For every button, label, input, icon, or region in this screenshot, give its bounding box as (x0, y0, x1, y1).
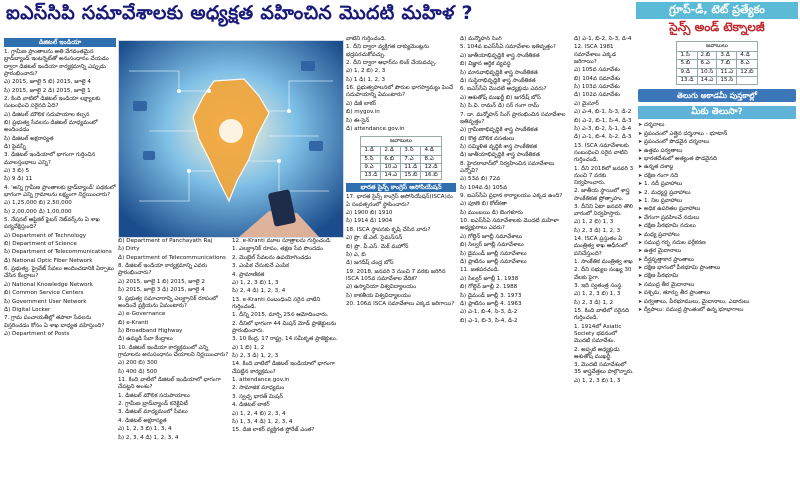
question-line: 13. e-Kranti సంబంధించి సరైన వాటిని గుర్తించండి. (232, 296, 321, 310)
question-line: డి) ప్లాటినం జూబ్లీ 4. 1963 (460, 300, 522, 307)
question-line: ఎ) 200 బి) 300 (118, 360, 158, 367)
column-5 (460, 36, 572, 494)
question-line: సి) 400 డి) 500 (118, 368, 158, 375)
section-heading: డిజిటల్‌ ఇండియా (4, 38, 116, 47)
question-line: ఎ) 1 బి) 1, 2 (232, 344, 265, 351)
question-line: 7. డా. మన్మోహన్‌ సింగ్‌ ప్రారంభించిన సమావేశాల ఇతివృత్తం? (460, 111, 566, 125)
question-line: సి) 2, 3 డి) 1, 2 (574, 299, 614, 306)
answer-cell: 2.బి (697, 52, 717, 60)
fact-item: ➤ ఉత్తర మైదానాలు (638, 248, 796, 255)
fact-item: ➤ దక్షిణ గంగా నది (638, 173, 796, 180)
question-line: బి) e-Kranti (118, 319, 149, 326)
question-line: ఎ) 2015, జూలై 1 బి) 2015, జూలై 2 (118, 278, 205, 285)
question-line: 2. గ్రామీణ బ్రాడ్‌బ్యాండ్‌ కనెక్టివిటీ (118, 401, 188, 408)
question-line: 2. దీని సభ్యుల సంఖ్య 30 వేలకు పైగా. (574, 267, 632, 281)
question-line: ఎ) 105వ సమావేశం (574, 67, 620, 74)
question-line: సి) కాకతీయ విశ్వవిద్యాలయం (346, 292, 411, 299)
digital-india-illustration (118, 40, 344, 238)
question-line: సి) సి.వి. రామన్‌ డి) సర్‌ గంగా రామ్‌ (460, 103, 539, 110)
question-line: 20. 106వ ISCA సమావేశాలు ఎక్కడ జరిగాయి? (346, 301, 455, 308)
fact-item: ➤ దక్షిణ పీఠభూమి (638, 273, 796, 280)
question-list (460, 36, 572, 325)
answer-cell: 2.డి (381, 147, 401, 155)
question-line: సి) ఎ-3, బి-2, సి-1, డి-4 (574, 125, 632, 132)
fact-item: ➤ సముద్ర తీర మైదానాలు (638, 282, 796, 289)
question-line: డి) ఎ-1, బి-2, సి-3, డి-4 (574, 36, 632, 42)
fact-item: ➤ అధిక ఉపరితల ప్రవాహాలు (638, 206, 796, 213)
question-line: 1. 1914లో Asiatic Society భవనంలో మొదటి సమావేశం. (574, 323, 622, 345)
question-line: 2. అప్పటి అధ్యక్షుడు ఆశుతోష్‌ ముఖర్జీ. (574, 346, 620, 360)
column-1 (4, 36, 116, 494)
question-line: 11. కింది వాటిలో డిజిటల్‌ ఇండియాలో భాగంగా చేపట్టని అంశం? (118, 377, 221, 391)
question-line: సి) మానవాభివృద్ధికి శాస్త్ర సాంకేతికత (460, 69, 538, 76)
question-line: ఎ) మైసూర్‌ (574, 100, 599, 107)
answer-cell: 14.ఎ (381, 171, 401, 179)
question-line: సి) Dirty (118, 246, 140, 253)
question-line: సి) 103వ సమావేశం (574, 83, 620, 90)
answer-cell (737, 76, 757, 84)
question-line: ఎ) గ్రామీణాభివృద్ధికి శాస్త్ర సాంకేతికత (460, 127, 538, 134)
question-line: సి) Government User Network (4, 298, 87, 305)
question-line: 3. 10 కేంద్ర, 17 రాష్ట్ర, 14 సమీకృత ప్రాజెక్టులు. (232, 336, 338, 343)
question-line: సి) 2, 3 డి) 1, 2, 3 (574, 227, 621, 234)
question-line: సి) ముంబయి డి) బెంగళూరు (460, 209, 523, 216)
answer-row (677, 68, 757, 76)
question-line: 5. నేషనల్‌ ఆప్టికల్‌ ఫైబర్‌ నెట్‌వర్క్‌ను ఏ శాఖ పర్యవేక్షిస్తుంది? (4, 217, 100, 231)
question-line: ఎ) 1,25,000 బి) 2,50,000 (4, 200, 72, 207)
answer-cell: 5.సి (361, 155, 381, 163)
question-line: సి) 2, 4 డి) 1, 2, 3, 4 (232, 288, 286, 295)
question-line: ఎ) Department of Posts (4, 331, 70, 337)
fact-item: ➤ భారతదేశంలో అత్యంత పొడవైనది (638, 156, 796, 163)
answer-row (361, 163, 441, 171)
answer-table (360, 136, 441, 180)
question-line: 1. గ్రామీణ ప్రాంతాలను అతి వేగవంతమైన బ్రాడ్‌బ్యాండ్‌ ఇంటర్నెట్‌తో అనుసంధానం చేయడం ద్వారా డిజిటల్‌ ఇండియా కార్యక్రమాన్ని ఎప్పుడు ప్రారంభించారు? (4, 49, 109, 77)
question-line: ఎ) 1, 2, 3 బి) 1, 3 (574, 377, 621, 384)
answer-cell: 11.డి (401, 163, 421, 171)
question-line: డి) National Optic Fiber Network (4, 257, 93, 264)
answers-title: జవాబులు (677, 42, 757, 52)
question-line: 13. ISCA సమావేశాలకు సంబంధించి సరైన వాటిని గుర్తించండి. (574, 142, 629, 164)
question-line: ఎ) జాతీయాభివృద్ధికి శాస్త్ర సాంకేతికత (460, 52, 540, 59)
answer-cell: 11.ఎ (717, 68, 737, 76)
question-line: బి) విజ్ఞాన ఆర్థిక వ్యవస్థ (460, 61, 511, 68)
question-list (118, 238, 230, 442)
question-line: 2. కింది వాటిలో డిజిటల్‌ ఇండియా లక్ష్యాలకు సంబంధించి సరైనది ఏది? (4, 95, 101, 110)
question-line: 3. డిజిటల్‌ ఇండియాలో భాగంగా గుర్తించిన మూలస్తంభాలు ఎన్ని? (4, 152, 96, 166)
section-heading: భారత సైన్స్‌ కాంగ్రెస్‌ అసోసియేషన్‌ (346, 183, 456, 192)
answer-cell: 6.బి (381, 155, 401, 163)
fact-item: ➤ ఉన్నత దశాబ్ద (638, 164, 796, 171)
question-line: బి) Common Service Centers (4, 290, 84, 297)
answer-cell: 4.డి (737, 52, 757, 60)
answer-cell: 6.ఎ (697, 60, 717, 68)
fact-item: ➤ 1. నిల ప్రవాహాలు (638, 198, 796, 205)
question-line: 10. డిజిటల్‌ ఇండియా కార్యక్రమంలో ఎన్ని గ్రామాలను అనుసంధానం చేయాలని నిర్ణయించారు? (118, 344, 229, 358)
answers-title: జవాబులు (361, 137, 441, 147)
question-line: ఎ) 1, 2 బి) 1, 3 (574, 219, 614, 226)
answer-cell: 3.డి (717, 52, 737, 60)
fact-item: ➤ ప్రపంచంలో ఎత్తైన దర్శనాలు - భూటాన్‌ (638, 131, 796, 138)
answer-cell: 8.ఎ (737, 60, 757, 68)
question-line: ఎ) 1, 2, 3 బి) 1, 3 (574, 291, 621, 298)
question-line: 4. 'అన్ని గ్రామీణ ప్రాంతాలకు బ్రాడ్‌బ్యాండ్‌' పథకంలో భాగంగా ఎన్ని గ్రామాలను లక్ష్యంగా నిర్ణయించారు? (4, 184, 116, 198)
question-line: 3. స్వచ్ఛ భారత్‌ మిషన్‌ (232, 393, 283, 400)
question-line: 1. attendance.gov.in (232, 377, 290, 384)
column-2 (118, 238, 230, 494)
question-line: డి) జాతీయాభివృద్ధికి శాస్త్ర సాంకేతికత (460, 152, 540, 159)
question-line: బి) 104వ సమావేశం (574, 75, 621, 82)
question-line: బి) ప్రొ. పీ.ఎస్‌. మెక్‌ మహోన్‌ (346, 243, 409, 250)
question-line: సి) Department of Telecommunications (4, 249, 112, 256)
answer-cell: 1.సి (677, 52, 697, 60)
question-line: 1. డిజిటల్‌ మౌలిక సదుపాయాలు (118, 392, 190, 399)
question-line: ఎ) 1, 2, 3 బి) 1, 3, 4 (118, 426, 172, 433)
fact-item: ➤ పర్వతాలు, పీఠభూములు, మైదానాలు, ఎడారులు (638, 299, 796, 306)
question-line: 2. దీనిలో భాగంగా 44 మిషన్‌ మోడ్‌ ప్రాజెక్టులను ప్రారంభించారు. (232, 320, 337, 334)
question-list (346, 36, 456, 133)
fact-item: ➤ 2. మధ్యస్థ ప్రవాహాలు (638, 190, 796, 197)
circuit-map-image (119, 41, 343, 237)
question-line: ఎ) 1, 2, 4 బి) 2, 3, 4 (232, 410, 286, 417)
answer-cell: 14.ఎ (697, 76, 717, 84)
question-line: 1. ఎలక్ట్రానిక్‌ రూపం, తక్షణ సేవ పొందడం (232, 246, 323, 253)
question-line: 11. జతపరచండి. (460, 267, 500, 274)
answer-cell: 4.డి (421, 147, 441, 155)
answer-row (677, 76, 757, 84)
answer-row (677, 60, 757, 68)
did-you-know-banner: మీకు తెలుసా? (638, 106, 796, 119)
question-list (346, 194, 456, 308)
question-line: సి) డిజిటల్‌ అక్షరాస్యత (4, 135, 54, 142)
answer-cell: 13.డి (677, 76, 697, 84)
fact-item: ➤ ఉత్తమ పర్వతాలు (638, 148, 796, 155)
question-line: సి) 2015, జూలై 3 డి) 2015, జూలై 4 (118, 287, 205, 294)
question-line: సి) Broadband Highway (118, 327, 183, 334)
question-line: బి) ఎ-2, బి-1, సి-4, డి-3 (574, 117, 632, 124)
question-line: ఎ) డిజీ లాకర్‌ (346, 100, 377, 107)
question-line: సి) 2, 3 డి) 1, 2, 3 (232, 353, 279, 360)
column-6 (574, 36, 634, 494)
answer-row (677, 52, 757, 60)
question-line: 3. మొదటి సమావేశంలో 35 శాస్త్రవేత్తలు పాల్గొన్నారు. (574, 362, 634, 376)
question-line: 3. దీనిని ఏటా జనవరి తొలి వారంలో నిర్వహిస్తారు. (574, 203, 634, 218)
question-line: సి) డైమండ్‌ జూబ్లీ 3. 1973 (460, 292, 522, 299)
question-line: 16. ప్రభుత్వపాలనలో పౌరుల భాగస్వామ్యం పెంచే సదుపాయాన్ని ఏమంటారు? (346, 85, 454, 99)
question-line: 4. డిజిటల్‌ అక్షరాస్యత (118, 417, 167, 424)
academy-books-banner: తెలుగు అకాడమీ పుస్తకాల్లో (638, 89, 796, 102)
question-line: 6. ఐఎస్‌సీఏ మొదటి అధ్యక్షుడు ఎవరు? (460, 86, 547, 93)
question-line: బి) Department of Panchayath Raj (118, 238, 213, 244)
question-line: సి) 104వ డి) 105వ (460, 184, 508, 191)
answer-cell: 10.సి (697, 68, 717, 76)
answer-cell: 9.డి (677, 68, 697, 76)
question-line: ఎ) పూణె బి) కోల్‌కతా (460, 201, 508, 208)
subject-subtitle: సైన్స్‌ అండ్‌ టెక్నాలజీ (669, 20, 765, 34)
question-line: 12. e-Kranti మూల సూత్రాలను గుర్తించండి. (232, 238, 332, 244)
answer-row (361, 147, 441, 155)
question-line: సి) 1, 3, 4 డి) 1, 2, 3, 4 (232, 419, 293, 426)
answer-row (361, 155, 441, 163)
question-line: 2. మొబైల్‌ సేవలను ఉపయోగించడం (232, 254, 312, 261)
question-line: ఎ) ప్రొ. జే.ఎల్‌. సైమన్‌సన్‌ (346, 235, 403, 242)
question-line: 9. ఐఎస్‌సీఏ ప్రధాన కార్యాలయం ఎక్కడ ఉంది? (460, 193, 563, 200)
answer-cell: 9.ఎ (361, 163, 381, 171)
question-line: డి) ఎ-1, బి-4, సి-2, డి-3 (574, 134, 632, 141)
column-3 (232, 238, 342, 494)
fact-item: ➤ వేగంగా ప్రవహించే నదులు (638, 215, 796, 222)
answer-cell: 10.ఎ (381, 163, 401, 171)
question-line: 5. 104వ ఐఎస్‌సీఏ సమావేశాల ఇతివృత్తం? (460, 44, 556, 51)
question-line: బి) Department of Science (4, 241, 77, 248)
question-line: ఎ) ఎ-1, బి-4, సి-3, డి-2 (460, 309, 518, 316)
question-line: డి) పైవన్నీ (4, 143, 26, 150)
answer-cell: 16.బి (421, 171, 441, 179)
question-line: ఎ) 1, 2, 3 బి) 1, 3 (232, 279, 279, 286)
question-line: డి) Digital Locker (4, 307, 51, 314)
fact-item: ➤ దర్శనాలు (638, 122, 796, 129)
answer-cell: 7.ఎ (401, 155, 421, 163)
question-line: 14. కింది వాటిలో డిజిటల్‌ ఇండియాలో భాగంగా చేపట్టిన కార్యక్రమం? (232, 361, 335, 375)
question-line: 17. భారత సైన్స్‌ కాంగ్రెస్‌ అసోసియేషన్‌(ISCA)ను ఏ సంవత్సరంలో స్థాపించారు? (346, 194, 453, 208)
fact-item: ➤ పశ్చిమ, తూర్పు తీర ప్రాంతాలు (638, 290, 796, 297)
answer-cell: 8.ఎ (421, 155, 441, 163)
question-line: 18. ISCA స్థాపనకు కృషి చేసిన వారు? (346, 226, 431, 233)
fact-item: ➤ సముద్ర గర్భ నదుల వర్గీకరణ (638, 240, 796, 247)
answer-table (676, 41, 757, 85)
question-line: బి) ప్రభుత్వ సేవలను డిజిటల్‌ మాధ్యమంలో అందించడం (4, 119, 98, 134)
question-line: ఎ) డిజిటల్‌ మౌలిక సదుపాయాల కల్పన (4, 111, 90, 118)
answer-cell: 7.బి (717, 60, 737, 68)
question-line: డి) ఉమ్మడి సేవా కేంద్రాలు (118, 336, 173, 343)
question-line: 15. డిజి లాకర్‌ వ్యక్తిగత స్టోరేజ్‌ ఎంత? (232, 427, 315, 434)
fact-item: ➤ దక్షిణ పీఠభూమి నదులు (638, 223, 796, 230)
question-line: 15. కింది వాటిలో సరైనది గుర్తించండి. (574, 308, 629, 322)
answer-cell: 13.డి (361, 171, 381, 179)
question-line: ఎ) Department of Technology (4, 232, 87, 239)
question-line: బి) గోల్డెన్‌ జూబ్లీ 2. 1988 (460, 284, 518, 291)
answer-cell: 1.డి (361, 147, 381, 155)
column-4 (346, 36, 456, 494)
question-list (4, 49, 116, 338)
question-line: ఎ) 3 బి) 5 (4, 167, 30, 174)
fact-item: ➤ 1. నదీ ప్రవాహాలు (638, 181, 796, 188)
question-line: డి) 102వ సమావేశం (574, 92, 621, 99)
fact-list (638, 122, 796, 314)
question-line: సి) ఎ, బి (346, 251, 366, 258)
question-line: డి) Department of Telecommunications (118, 254, 226, 261)
question-line: డి) జగదీష్‌ చంద్ర బోస్‌ (346, 260, 394, 267)
question-line: ఎ) National Knowledge Network (4, 281, 93, 288)
answer-row (361, 171, 441, 179)
question-line: 7. గ్రామ పంచాయతీల్లో తపాలా సేవలను విస్తరించడం కోసం ఏ శాఖ బాధ్యత వహిస్తుంది? (4, 315, 105, 329)
question-line: 2. జాతీయ స్థాయిలో శాస్త్ర సాంకేతికత ప్రోత్సాహం. (574, 188, 630, 202)
question-line: ఎ) 1, 2 బి) 2, 3 (346, 68, 386, 75)
question-line: 2. దీని ద్వారా ఆధార్‌ను లింక్‌ చేయవచ్చు. (346, 59, 437, 66)
question-list (232, 238, 342, 435)
question-line: ఎ) సిల్వర్‌ జూబ్లీ 1. 1938 (460, 275, 519, 282)
question-line: ఎ) 2015, జూలై 5 బి) 2015, జూలై 4 (4, 79, 91, 86)
question-line: 1. దీని 2018లో జనవరి 3 నుంచి 7 వరకు నిర్వహించారు. (574, 165, 634, 186)
question-line: బి) ఎ-1, బి-3, సి-4, డి-2 (460, 317, 518, 324)
question-line: బి) కొత్త మౌలిక వసతులు (460, 135, 515, 142)
answer-cell: 3.సి (401, 147, 421, 155)
question-line: 12. ISCA 1981 సమావేశాలు ఎక్కడ జరిగాయి? (574, 44, 616, 65)
question-line: ఎ) గోల్డెన్‌ జూబ్లీ సమావేశాలు (460, 233, 522, 240)
question-line: ఎ) ఎ-4, బి-1, సి-3, డి-2 (574, 109, 632, 116)
question-line: డి) సుస్థిరాభివృద్ధికి శాస్త్ర సాంకేతికత (460, 77, 536, 84)
question-line: డి) attendance.gov.in (346, 125, 405, 132)
answer-cell: 12.బి (737, 68, 757, 76)
question-line: బి) సిల్వర్‌ జూబ్లీ సమావేశాలు (460, 242, 524, 249)
question-line: సి) 2,00,000 డి) 1,00,000 (4, 208, 72, 215)
question-line: సి) 1914 డి) 1904 (346, 218, 393, 225)
question-line: సి) డైమండ్‌ జూబ్లీ సమావేశాలు (460, 250, 527, 257)
question-line: 10. ఐఎస్‌సీఏ సమావేశాలకు మొదటి మహిళా అధ్యక్షురాలు ఎవరు? (460, 218, 559, 232)
question-list (574, 36, 634, 385)
question-line: ఎ) e-Governance (118, 311, 166, 318)
answer-cell: 12.డి (421, 163, 441, 171)
question-line: ఎ) ఆశుతోష్‌ ముఖర్జీ బి) జగదీష్‌ బోస్‌ (460, 94, 541, 101)
right-column (638, 38, 796, 494)
question-line: సి) సమ్మిళిత వృద్ధికి శాస్త్ర సాంకేతికత (460, 143, 538, 150)
exam-tag: గ్రూప్‌-డీ, టెట్‌ ప్రత్యేకం (636, 2, 798, 19)
question-line: సి) 9 డి) 11 (4, 176, 33, 183)
question-line: బి) mygov.in (346, 109, 380, 116)
page-headline: ఐఎస్‌సిపి సమావేశాలకు అధ్యక్షత వహించిన మొదటి మహిళ ? (6, 1, 473, 24)
question-line: సి) 2, 3, 4 డి) 1, 2, 3, 4 (118, 434, 179, 441)
question-line: 1. దీన్ని 2015, మార్చి 25న ఆమోదించారు. (232, 312, 329, 319)
question-line: డి) ప్లాటినం జూబ్లీ సమావేశాలు (460, 258, 527, 265)
question-line: 14. ISCA ప్రస్తుతం ఏ మంత్రిత్వ శాఖ ఆధీనంలో పనిచేస్తుంది? (574, 236, 628, 257)
question-line: వాటిని గుర్తించండి. (346, 36, 387, 42)
fact-item: ➤ మధ్య ప్రవాహాలు (638, 232, 796, 239)
question-line: 3. డిజిటల్‌ మాధ్యమంలో సేవలు (118, 409, 188, 416)
question-line: 1. సాంకేతిక మంత్రిత్వ శాఖ (574, 259, 633, 266)
question-line: 3. ఇది స్వతంత్ర సంస్థ. (574, 283, 623, 290)
question-line: సి) 1 డి) 1, 2, 3 (346, 76, 386, 83)
fact-item: ➤ ప్రపంచంలో పొడవైన దర్శనాలు (638, 139, 796, 146)
question-line: డి) మన్మోహన్‌ సింగ్‌ (460, 36, 502, 42)
fact-item: ➤ దీర్ఘవృత్తాకార ప్రాంతాలు (638, 257, 796, 264)
question-line: 9. ప్రభుత్వ సమాచారాన్ని ఎలక్ట్రానిక్‌ రూపంలో అందించే ప్రక్రియను ఏమంటారు? (118, 295, 218, 309)
answer-cell: 15.బి (401, 171, 421, 179)
fact-item: ➤ ద్వీపాలు: సముద్ర ప్రాంతంలో ఉన్న భూభాగాలు (638, 307, 796, 314)
answer-cell: 5.బి (677, 60, 697, 68)
question-line: సి) ఈ-సైన్‌ (346, 117, 370, 124)
question-line: 8. డిజిటల్‌ ఇండియా కార్యక్రమాన్ని ఎవరు ప్రారంభించారు? (118, 263, 208, 277)
question-line: 8. హైదరాబాద్‌లో నిర్వహించిన సమావేశాలు ఎన్నోవి? (460, 160, 555, 174)
question-line: 4. ప్రామాణికత (232, 271, 265, 278)
question-line: 1. దీని ద్వారా వ్యక్తిగత దాక్యుమెంట్లను భద్రపరచుకోవచ్చు. (346, 44, 430, 58)
question-line: 4. డిజిటల్‌ లాకర్‌ (232, 402, 270, 409)
question-line: 19. 2018, జనవరి 3 నుంచి 7 వరకు జరిగిన ISCA 105వ సమావేశాల వేదిక? (346, 268, 446, 282)
question-line: 6. ప్రభుత్వ, ప్రైవేట్‌ సేవలు అందించడానికి ఏర్పాటు చేసిన కేంద్రాలు? (4, 266, 114, 280)
question-line: ఎ) ఉస్మానియా విశ్వవిద్యాలయం (346, 284, 417, 291)
answer-cell: 15.సి (717, 76, 737, 84)
question-line: 2. సామాజిక మాధ్యమం (232, 385, 285, 392)
fact-item: ➤ దక్షిణ భాగంలో పీఠభూమి ప్రాంతాలు (638, 265, 796, 272)
question-line: సి) 2015, జూలై 2 డి) 2015, జూలై 1 (4, 87, 91, 94)
question-line: 3. ఎంపిక చేసుకునే ఎంపిక (232, 263, 289, 270)
question-line: ఎ) 1900 బి) 1910 (346, 209, 393, 216)
question-line: ఎ) 53వ బి) 72వ (460, 176, 501, 183)
